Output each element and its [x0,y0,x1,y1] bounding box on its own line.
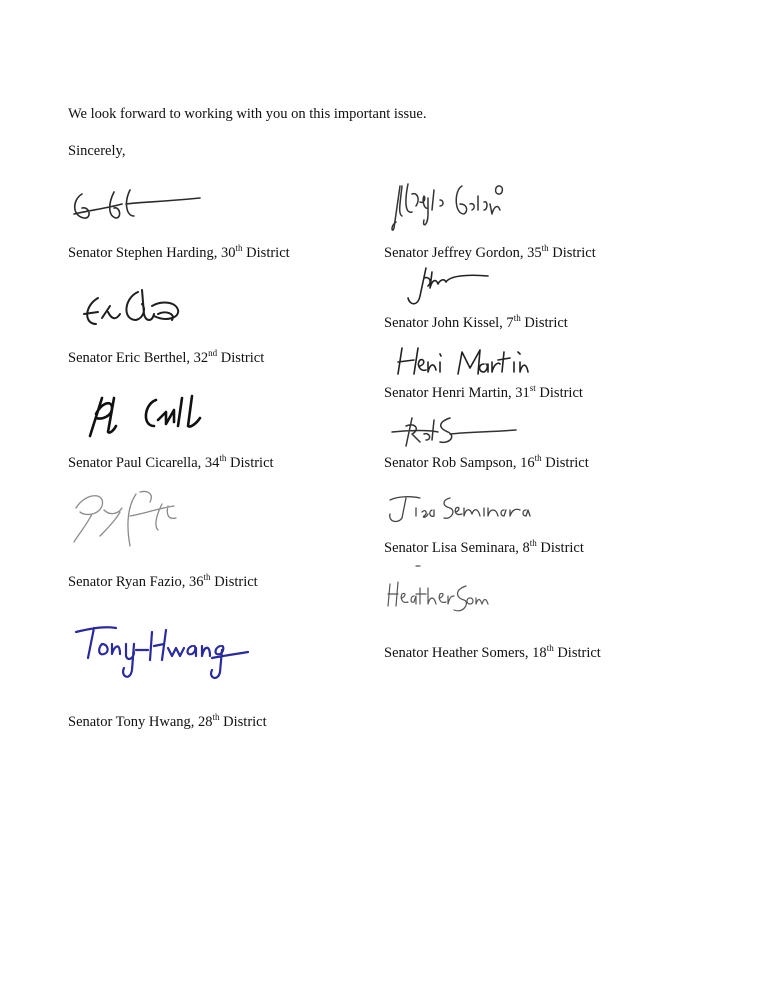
signatory-name-heather-somers: Senator Heather Somers, 18th District [384,643,601,661]
signatory-name-ryan-fazio: Senator Ryan Fazio, 36th District [68,572,258,590]
signatory-name-eric-berthel: Senator Eric Berthel, 32nd District [68,348,265,366]
signatory-name-tony-hwang: Senator Tony Hwang, 28th District [68,712,267,730]
signature-jeffrey-gordon [388,180,508,236]
closing-sentence: We look forward to working with you on this important issue. [68,106,427,122]
signatory-name-stephen-harding: Senator Stephen Harding, 30th District [68,243,290,261]
signature-ryan-fazio [70,486,182,552]
signature-paul-cicarella [84,392,214,440]
signatory-name-john-kissel: Senator John Kissel, 7th District [384,313,568,331]
signature-heather-somers [384,564,494,620]
signatory-name-paul-cicarella: Senator Paul Cicarella, 34th District [68,453,274,471]
signatory-name-henri-martin: Senator Henri Martin, 31st District [384,383,583,401]
signature-lisa-seminara [386,490,536,526]
signature-stephen-harding [68,186,208,226]
signature-john-kissel [406,266,494,310]
valediction: Sincerely, [68,143,126,159]
signatory-name-lisa-seminara: Senator Lisa Seminara, 8th District [384,538,584,556]
signatory-name-jeffrey-gordon: Senator Jeffrey Gordon, 35th District [384,243,596,261]
signature-rob-sampson [390,412,520,452]
signature-henri-martin [394,344,534,380]
signature-tony-hwang [72,622,252,686]
signatory-name-rob-sampson: Senator Rob Sampson, 16th District [384,453,589,471]
signature-eric-berthel [80,284,184,332]
